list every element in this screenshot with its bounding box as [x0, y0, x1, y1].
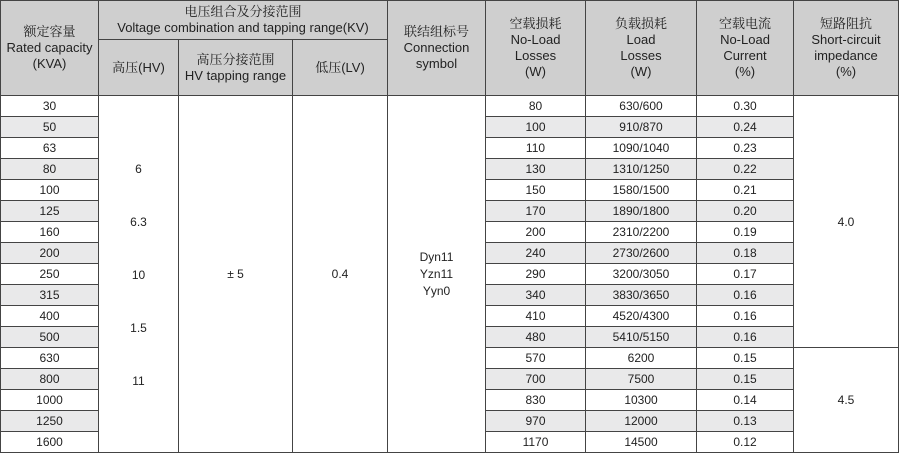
capacity-cell: 315: [1, 285, 99, 306]
no-load-current-cell: 0.22: [697, 159, 794, 180]
no-load-losses-cell: 130: [486, 159, 586, 180]
header-rated-capacity: 额定容量 Rated capacity (KVA): [1, 1, 99, 96]
no-load-current-cell: 0.19: [697, 222, 794, 243]
no-load-current-cell: 0.15: [697, 369, 794, 390]
no-load-current-cell: 0.16: [697, 285, 794, 306]
no-load-losses-cell: 200: [486, 222, 586, 243]
header-no-load-current: 空载电流 No-Load Current (%): [697, 1, 794, 96]
load-losses-cell: 5410/5150: [586, 327, 697, 348]
no-load-losses-cell: 80: [486, 96, 586, 117]
load-losses-cell: 3830/3650: [586, 285, 697, 306]
hv-values-list: [99, 96, 178, 425]
load-losses-cell: 1580/1500: [586, 180, 697, 201]
no-load-losses-cell: 170: [486, 201, 586, 222]
hv-values-cell: [99, 96, 179, 453]
hv-value: 6.3: [130, 215, 147, 229]
header-lv: 低压(LV): [293, 40, 388, 96]
capacity-cell: 500: [1, 327, 99, 348]
no-load-losses-cell: 970: [486, 411, 586, 432]
no-load-current-cell: 0.16: [697, 327, 794, 348]
load-losses-cell: 12000: [586, 411, 697, 432]
load-losses-cell: 3200/3050: [586, 264, 697, 285]
header-hv-tapping: 高压分接范围 HV tapping range: [179, 40, 293, 96]
load-losses-cell: 2730/2600: [586, 243, 697, 264]
no-load-current-cell: 0.18: [697, 243, 794, 264]
no-load-losses-cell: 410: [486, 306, 586, 327]
load-losses-cell: 1310/1250: [586, 159, 697, 180]
capacity-cell: 200: [1, 243, 99, 264]
no-load-losses-cell: 570: [486, 348, 586, 369]
no-load-losses-cell: 290: [486, 264, 586, 285]
no-load-losses-cell: 480: [486, 327, 586, 348]
hv-value: 11: [132, 374, 145, 388]
no-load-losses-cell: 150: [486, 180, 586, 201]
connection-symbol: Yyn0: [422, 283, 451, 298]
header-short-circuit-impedance: 短路阻抗 Short-circuit impedance (%): [794, 1, 899, 96]
capacity-cell: 100: [1, 180, 99, 201]
capacity-cell: 630: [1, 348, 99, 369]
load-losses-cell: 630/600: [586, 96, 697, 117]
header-hv: 高压(HV): [99, 40, 179, 96]
load-losses-cell: 14500: [586, 432, 697, 453]
connection-symbol: Yzn11: [419, 266, 454, 281]
no-load-losses-cell: 700: [486, 369, 586, 390]
no-load-current-cell: 0.24: [697, 117, 794, 138]
no-load-current-cell: 0.13: [697, 411, 794, 432]
capacity-cell: 800: [1, 369, 99, 390]
hv-value: 10: [131, 268, 146, 282]
hv-tapping-cell: ± 5: [179, 96, 293, 453]
connection-symbol: Dyn11: [419, 249, 454, 264]
header-voltage-group: 电压组合及分接范围 Voltage combination and tapping range(KV): [99, 1, 388, 40]
header-load-losses: 负载损耗 Load Losses (W): [586, 1, 697, 96]
capacity-cell: 125: [1, 201, 99, 222]
load-losses-cell: 1090/1040: [586, 138, 697, 159]
no-load-current-cell: 0.21: [697, 180, 794, 201]
capacity-cell: 400: [1, 306, 99, 327]
capacity-cell: 50: [1, 117, 99, 138]
header-connection-symbol: 联结组标号 Connection symbol: [388, 1, 486, 96]
lv-cell: 0.4: [293, 96, 388, 453]
no-load-current-cell: 0.20: [697, 201, 794, 222]
connection-symbol-cell: [388, 96, 486, 453]
capacity-cell: 160: [1, 222, 99, 243]
load-losses-cell: 6200: [586, 348, 697, 369]
no-load-current-cell: 0.23: [697, 138, 794, 159]
no-load-current-cell: 0.16: [697, 306, 794, 327]
no-load-losses-cell: 100: [486, 117, 586, 138]
no-load-current-cell: 0.17: [697, 264, 794, 285]
capacity-cell: 30: [1, 96, 99, 117]
capacity-cell: 1250: [1, 411, 99, 432]
impedance-cell-high: 4.5: [794, 348, 899, 453]
capacity-cell: 63: [1, 138, 99, 159]
load-losses-cell: 4520/4300: [586, 306, 697, 327]
load-losses-cell: 2310/2200: [586, 222, 697, 243]
capacity-cell: 80: [1, 159, 99, 180]
no-load-current-cell: 0.15: [697, 348, 794, 369]
capacity-cell: 250: [1, 264, 99, 285]
no-load-losses-cell: 240: [486, 243, 586, 264]
no-load-current-cell: 0.12: [697, 432, 794, 453]
no-load-losses-cell: 830: [486, 390, 586, 411]
hv-value: 1.5: [130, 321, 147, 335]
no-load-current-cell: 0.30: [697, 96, 794, 117]
header-row-top: [1, 1, 899, 40]
no-load-losses-cell: 340: [486, 285, 586, 306]
header-no-load-losses: 空载损耗 No-Load Losses (W): [486, 1, 586, 96]
no-load-current-cell: 0.14: [697, 390, 794, 411]
impedance-cell-low: 4.0: [794, 96, 899, 348]
table-row: [1, 96, 899, 117]
hv-value: 6: [135, 162, 142, 176]
table-body: [1, 96, 899, 453]
no-load-losses-cell: 110: [486, 138, 586, 159]
capacity-cell: 1600: [1, 432, 99, 453]
no-load-losses-cell: 1170: [486, 432, 586, 453]
capacity-cell: 1000: [1, 390, 99, 411]
load-losses-cell: 10300: [586, 390, 697, 411]
load-losses-cell: 910/870: [586, 117, 697, 138]
load-losses-cell: 1890/1800: [586, 201, 697, 222]
load-losses-cell: 7500: [586, 369, 697, 390]
